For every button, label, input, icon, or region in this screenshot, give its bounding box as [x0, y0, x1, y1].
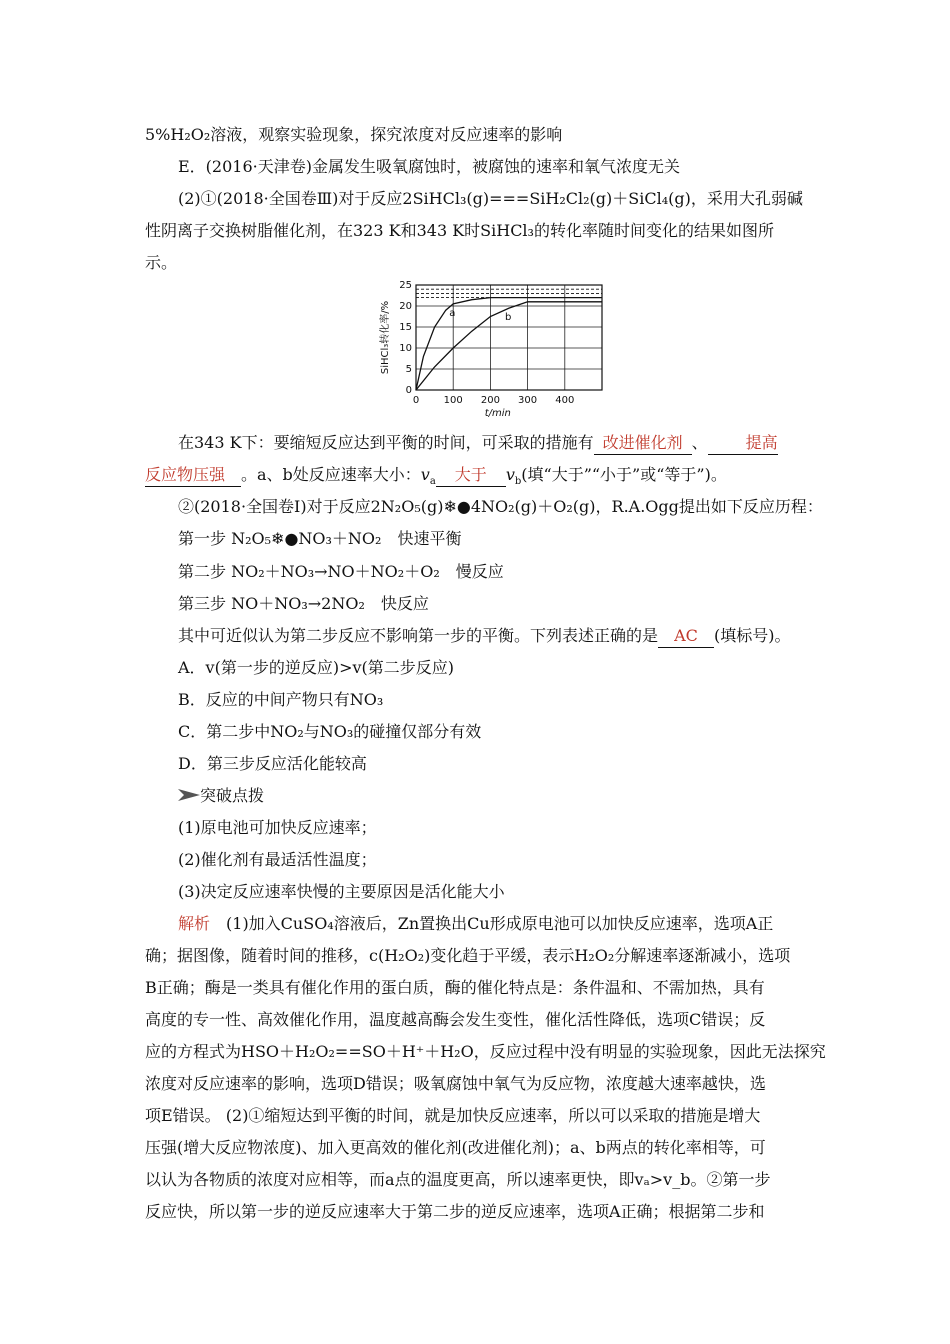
option-d: D．第三步反应活化能较高	[178, 754, 367, 773]
conversion-chart-svg	[376, 280, 606, 420]
q2-postfix: (填标号)。	[714, 626, 791, 645]
solution-line-4: 高度的专一性、高效催化作用，温度越高酶会发生变性，催化活性降低，选项C错误；反	[145, 1010, 766, 1029]
q1-rate-text: 。a、b处反应速率大小：	[241, 465, 421, 484]
solution-line-10: 反应快，所以第一步的逆反应速率大于第二步的逆反应速率，选项A正确；根据第二步和	[145, 1202, 765, 1221]
question-2-1-blank-line-1	[178, 432, 778, 455]
series-label-a: a	[449, 307, 456, 319]
solution-line-3: B正确；酶是一类具有催化作用的蛋白质，酶的催化特点是：条件温和、不需加热，具有	[145, 978, 765, 997]
text-line-1: 5%H₂O₂溶液，观察实验现象，探究浓度对反应速率的影响	[145, 125, 563, 144]
question-2-1-line-3: 示。	[145, 253, 178, 272]
arrow-icon	[178, 788, 200, 802]
option-b: B．反应的中间产物只有NO₃	[178, 690, 384, 709]
solution-line-2: 确；据图像，随着时间的推移，c(H₂O₂)变化趋于平缓，表示H₂O₂分解速率逐渐减小，选项	[145, 946, 791, 965]
q1-prefix: 在343 K下：要缩短反应达到平衡的时间，可采取的措施有	[178, 433, 594, 452]
answer-blank-4: AC	[658, 625, 714, 648]
answer-blank-2b: 反应物压强	[145, 464, 241, 487]
x-tick-label: 100	[443, 395, 463, 406]
step-2: 第二步 NO₂＋NO₃→NO＋NO₂＋O₂ 慢反应	[178, 562, 504, 581]
va-symbol: v	[420, 465, 430, 484]
x-tick-label: 400	[555, 395, 575, 406]
step-1: 第一步 N₂O₅❄●NO₃＋NO₂ 快速平衡	[178, 529, 462, 548]
q1-end: (填“大于”“小于”或“等于”)。	[521, 465, 727, 484]
option-a: A．v(第一步的逆反应)>v(第二步反应)	[178, 658, 455, 677]
vb-subscript: b	[514, 476, 522, 488]
answer-blank-2a: 提高	[708, 432, 778, 455]
y-tick-label: 5	[405, 364, 412, 375]
y-axis-label: SiHCl₃转化率/%	[380, 300, 391, 375]
question-2-2-line-2	[178, 625, 791, 648]
y-tick-label: 25	[399, 280, 412, 291]
answer-blank-1: 改进催化剂	[594, 432, 692, 455]
solution-line-9: 以认为各物质的浓度对应相等，而a点的温度更高，所以速率更快，即vₐ>v_b。②第一步	[145, 1170, 771, 1189]
x-tick-label: 0	[412, 395, 420, 406]
plot-frame	[416, 285, 602, 390]
x-axis-label: t/min	[484, 408, 511, 419]
solution-label: 解析	[178, 914, 211, 933]
y-tick-label: 20	[399, 301, 412, 312]
solution-line-7: 项E错误。 (2)①缩短达到平衡的时间，就是加快反应速率，所以可以采取的措施是增大	[145, 1106, 761, 1125]
tip-title: 突破点拨	[200, 786, 265, 805]
tip-2: (2)催化剂有最适活性温度；	[178, 850, 377, 869]
q1-separator: 、	[691, 433, 708, 452]
question-2-1-blank-line-2	[145, 464, 727, 487]
option-e: E．(2016·天津卷)金属发生吸氧腐蚀时，被腐蚀的速率和氧气浓度无关	[178, 157, 680, 176]
solution-line-1	[178, 913, 773, 935]
conversion-chart	[376, 280, 606, 420]
solution-text-1: (1)加入CuSO₄溶液后，Zn置换出Cu形成原电池可以加快反应速率，选项A正	[210, 914, 774, 933]
tip-3: (3)决定反应速率快慢的主要原因是活化能大小	[178, 882, 505, 901]
answer-blank-3: 大于	[436, 464, 506, 487]
question-2-1-line-2: 性阴离子交换树脂催化剂，在323 K和343 K时SiHCl₃的转化率随时间变化的结果如图所	[145, 221, 774, 240]
option-c: C．第二步中NO₂与NO₃的碰撞仅部分有效	[178, 722, 482, 741]
solution-line-5: 应的方程式为HSO＋H₂O₂==SO＋H⁺＋H₂O，反应过程中没有明显的实验现象，因此无法探究	[145, 1042, 826, 1061]
tip-heading	[178, 785, 264, 807]
y-tick-label: 0	[405, 385, 412, 396]
solution-line-8: 压强(增大反应物浓度)、加入更高效的催化剂(改进催化剂)；a、b两点的转化率相等，可	[145, 1138, 766, 1157]
solution-line-6: 浓度对反应速率的影响，选项D错误；吸氧腐蚀中氧气为反应物，浓度越大速率越快，选	[145, 1074, 766, 1093]
x-tick-label: 300	[518, 395, 538, 406]
x-tick-label: 200	[480, 395, 500, 406]
va-subscript: a	[429, 476, 436, 488]
question-2-1-line-1: (2)①(2018·全国卷Ⅲ)对于反应2SiHCl₃(g)===SiH₂Cl₂(g)＋SiCl₄(g)，采用大孔弱碱	[178, 189, 803, 208]
series-label-b: b	[505, 312, 512, 324]
vb-symbol: v	[505, 465, 515, 484]
tip-1: (1)原电池可加快反应速率；	[178, 818, 377, 837]
step-3: 第三步 NO＋NO₃→2NO₂ 快反应	[178, 594, 429, 613]
y-tick-label: 10	[399, 343, 412, 354]
q2-prefix: 其中可近似认为第二步反应不影响第一步的平衡。下列表述正确的是	[178, 626, 659, 645]
question-2-2-line-1: ②(2018·全国卷Ⅰ)对于反应2N₂O₅(g)❄●4NO₂(g)＋O₂(g)，R.A.Ogg提出如下反应历程：	[178, 497, 823, 516]
y-tick-label: 15	[399, 322, 412, 333]
